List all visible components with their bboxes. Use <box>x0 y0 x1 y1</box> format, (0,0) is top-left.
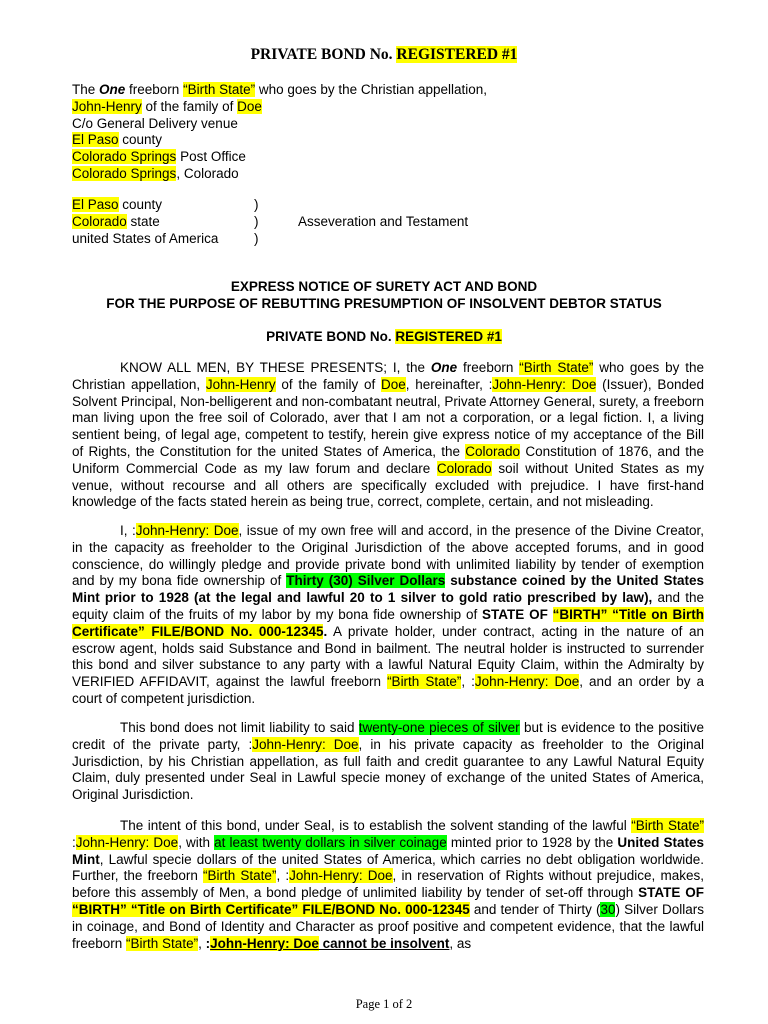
text: and the equity claim of the fruits of my labor by my bona fide ownership of <box>72 590 704 622</box>
bond-registered: REGISTERED #1 <box>395 329 502 344</box>
paragraph-intent <box>72 818 704 952</box>
text: freeborn <box>457 360 520 375</box>
birth-state: “Birth State” <box>183 82 256 97</box>
full-name: John-Henry: Doe <box>135 523 239 538</box>
text: The intent of this bond, under Seal, is to establish the solvent standing of the lawful <box>120 818 632 833</box>
bracket: ) <box>254 214 259 229</box>
address-block <box>72 82 487 183</box>
venue-block <box>72 196 492 247</box>
birth-state: “Birth State” <box>203 868 277 884</box>
text: and tender of Thirty ( <box>469 901 601 917</box>
text: ) Silver Dollars in coinage, and Bond of Identity and Character as proof positive and competent evidence, that the lawful freeborn <box>72 901 705 951</box>
text: A private holder, under contract, acting in the nature of an escrow agent, holds said Substance and Bond in bailment. The neutral holder is instructed to surrender this bond and silver substance to any party with a lawful Natural Equity Claim, within the Admiralty by VERIFIED AFFIDAVIT, against the lawful freeborn <box>72 623 704 690</box>
text: freeborn <box>125 82 184 97</box>
state-name: Colorado <box>436 460 492 476</box>
full-name: John-Henry: Doe <box>289 868 393 884</box>
address-line-6 <box>72 166 487 183</box>
text: , with <box>178 834 215 850</box>
text: , : <box>276 868 290 884</box>
birth-state: “Birth State” <box>519 360 594 375</box>
text: KNOW ALL MEN, BY THESE PRESENTS; I, the <box>120 360 431 375</box>
state-of: STATE OF <box>638 885 704 901</box>
text: , as <box>449 935 472 951</box>
silver-pieces: twenty-one pieces of silver <box>358 720 520 735</box>
address-line-2 <box>72 99 487 116</box>
given-name: John-Henry <box>72 98 142 114</box>
paragraph-liability <box>72 720 704 804</box>
family-name: Doe <box>237 98 262 114</box>
silver-dollars: Thirty (30) Silver Dollars <box>286 573 446 589</box>
text: who goes by the Christian appellation, <box>72 360 704 392</box>
family-name: Doe <box>381 376 406 392</box>
full-name: John-Henry: Doe <box>492 376 597 392</box>
birth-state: “Birth State” <box>387 674 462 690</box>
text: , hereinafter, : <box>405 376 493 392</box>
text: of the family of <box>275 376 381 392</box>
address-line-1 <box>72 82 487 99</box>
text: , issue of my own free will and accord, in the presence of the Divine Creator, in the capacity as freeholder to the Original Jurisdiction of the above accepted forums, and in good conscience, do willingly pledge and provide private bond with unlimited liability by tender of exemption and by my bona fide ownership of <box>72 523 704 589</box>
emph-one: One <box>99 82 126 97</box>
title-prefix: PRIVATE BOND No. <box>250 46 397 63</box>
text: : <box>72 834 76 850</box>
text: : <box>205 935 211 951</box>
state-of: STATE OF <box>482 606 553 622</box>
city-name: Colorado Springs <box>72 149 177 165</box>
us-mint: United States Mint <box>72 834 704 867</box>
text: state <box>126 214 160 229</box>
page-title <box>0 46 768 64</box>
text: but is evidence to the positive credit of the private party, : <box>72 720 704 752</box>
text: PRIVATE BOND No. <box>266 329 396 344</box>
text: Post Office <box>176 149 246 165</box>
text: I, : <box>120 523 136 538</box>
bracket: ) <box>254 197 259 212</box>
text: The <box>72 82 100 97</box>
given-name: John-Henry <box>205 376 276 392</box>
thirty-count: 30 <box>600 901 616 917</box>
text: soil without United States as my venue, without recourse and all others are specifically excluded with prejudice. I have first-hand knowledge of the facts stated herein as being true, correct, complete, certain, and not misleading. <box>72 460 704 510</box>
text: county <box>118 132 163 148</box>
state-name: Colorado <box>72 214 127 229</box>
text: who goes by the Christian appellation, <box>255 82 488 97</box>
text: This bond does not limit liability to said <box>120 720 359 735</box>
birth-state: “Birth State” <box>126 935 199 951</box>
birth-state: “Birth State” <box>631 818 704 833</box>
paragraph-know-all-men <box>72 360 704 511</box>
text: . <box>323 623 328 639</box>
text: minted prior to 1928 by the <box>446 834 618 850</box>
paragraph-pledge <box>72 523 704 708</box>
venue-row-country <box>72 230 492 247</box>
venue-row-state <box>72 213 492 230</box>
title-registered: REGISTERED #1 <box>396 46 518 63</box>
text: , in his private capacity as freeholder to the Original Jurisdiction, by his Christian appellation, as full faith and credit guarantee to any Lawful Natural Equity Claim, duly presented under Seal in Lawful specie money of exchange of the united States of America, Original Jurisdiction. <box>72 736 704 803</box>
full-name: John-Henry: Doe <box>75 834 179 850</box>
page-number: Page 1 of 2 <box>355 997 413 1011</box>
state-name: Colorado <box>465 443 521 459</box>
text: Constitution of 1876, and the Uniform Commercial Code as my law forum and declare <box>72 443 704 476</box>
mint-clause: substance coined by the United States Mint prior to 1928 (at the legal and lawful 20 to 1 silver to gold ratio prescribed by law), <box>72 573 704 606</box>
full-name: John-Henry: Doe <box>210 935 319 951</box>
full-name: John-Henry: Doe <box>474 674 580 690</box>
city-name: Colorado Springs <box>72 165 177 181</box>
address-line-5 <box>72 149 487 166</box>
county-name: El Paso <box>72 132 119 148</box>
bracket: ) <box>254 231 259 246</box>
insolvent-clause: cannot be insolvent <box>318 935 450 951</box>
address-line-4 <box>72 132 487 149</box>
text: county <box>118 197 163 212</box>
asseveration-label: Asseveration and Testament <box>298 214 469 229</box>
birth-certificate-bond: “BIRTH” “Title on Birth Certificate” FILE/BOND No. 000-12345 <box>72 901 470 917</box>
text: , Lawful specie dollars of the united States of America, which carries no debt obligation worldwide. Further, the freeborn <box>72 851 704 884</box>
text: , in reservation of Rights without prejudice, makes, before this assembly of Men, a bond pledge of unlimited liability by tender of set-off through <box>72 868 704 901</box>
heading-notice: EXPRESS NOTICE OF SURETY ACT AND BOND <box>230 279 538 294</box>
county-name: El Paso <box>72 197 119 212</box>
birth-certificate-bond: “BIRTH” “Title on Birth Certificate” FILE/BOND No. 000-12345 <box>72 606 705 639</box>
heading-purpose: FOR THE PURPOSE OF REBUTTING PRESUMPTION OF INSOLVENT DEBTOR STATUS <box>106 296 662 311</box>
venue-row-county <box>72 196 492 213</box>
country-name: united States of America <box>72 231 219 246</box>
text: , : <box>461 674 475 690</box>
text: , <box>198 935 206 951</box>
text: , and an order by a court of competent jurisdiction. <box>72 674 704 706</box>
emph-one: One <box>430 360 458 375</box>
silver-coinage: at least twenty dollars in silver coinage <box>214 834 447 850</box>
text: of the family of <box>141 98 238 114</box>
full-name: John-Henry: Doe <box>252 736 359 752</box>
text: , Colorado <box>176 165 239 181</box>
text: (Issuer), Bonded Solvent Principal, Non-belligerent and non-combatant neutral, Private Attorney General, surety, a freeborn man living upon the free soil of Colorado, aver that I am not a corporation, or a legal fiction. I, a living sentient being, of legal age, competent to testify, herein give express notice of my acceptance of the Bill of Rights, the Constitution for the united States of America, the <box>72 376 704 459</box>
heading-bond <box>0 329 768 344</box>
address-line-3: C/o General Delivery venue <box>72 115 238 131</box>
